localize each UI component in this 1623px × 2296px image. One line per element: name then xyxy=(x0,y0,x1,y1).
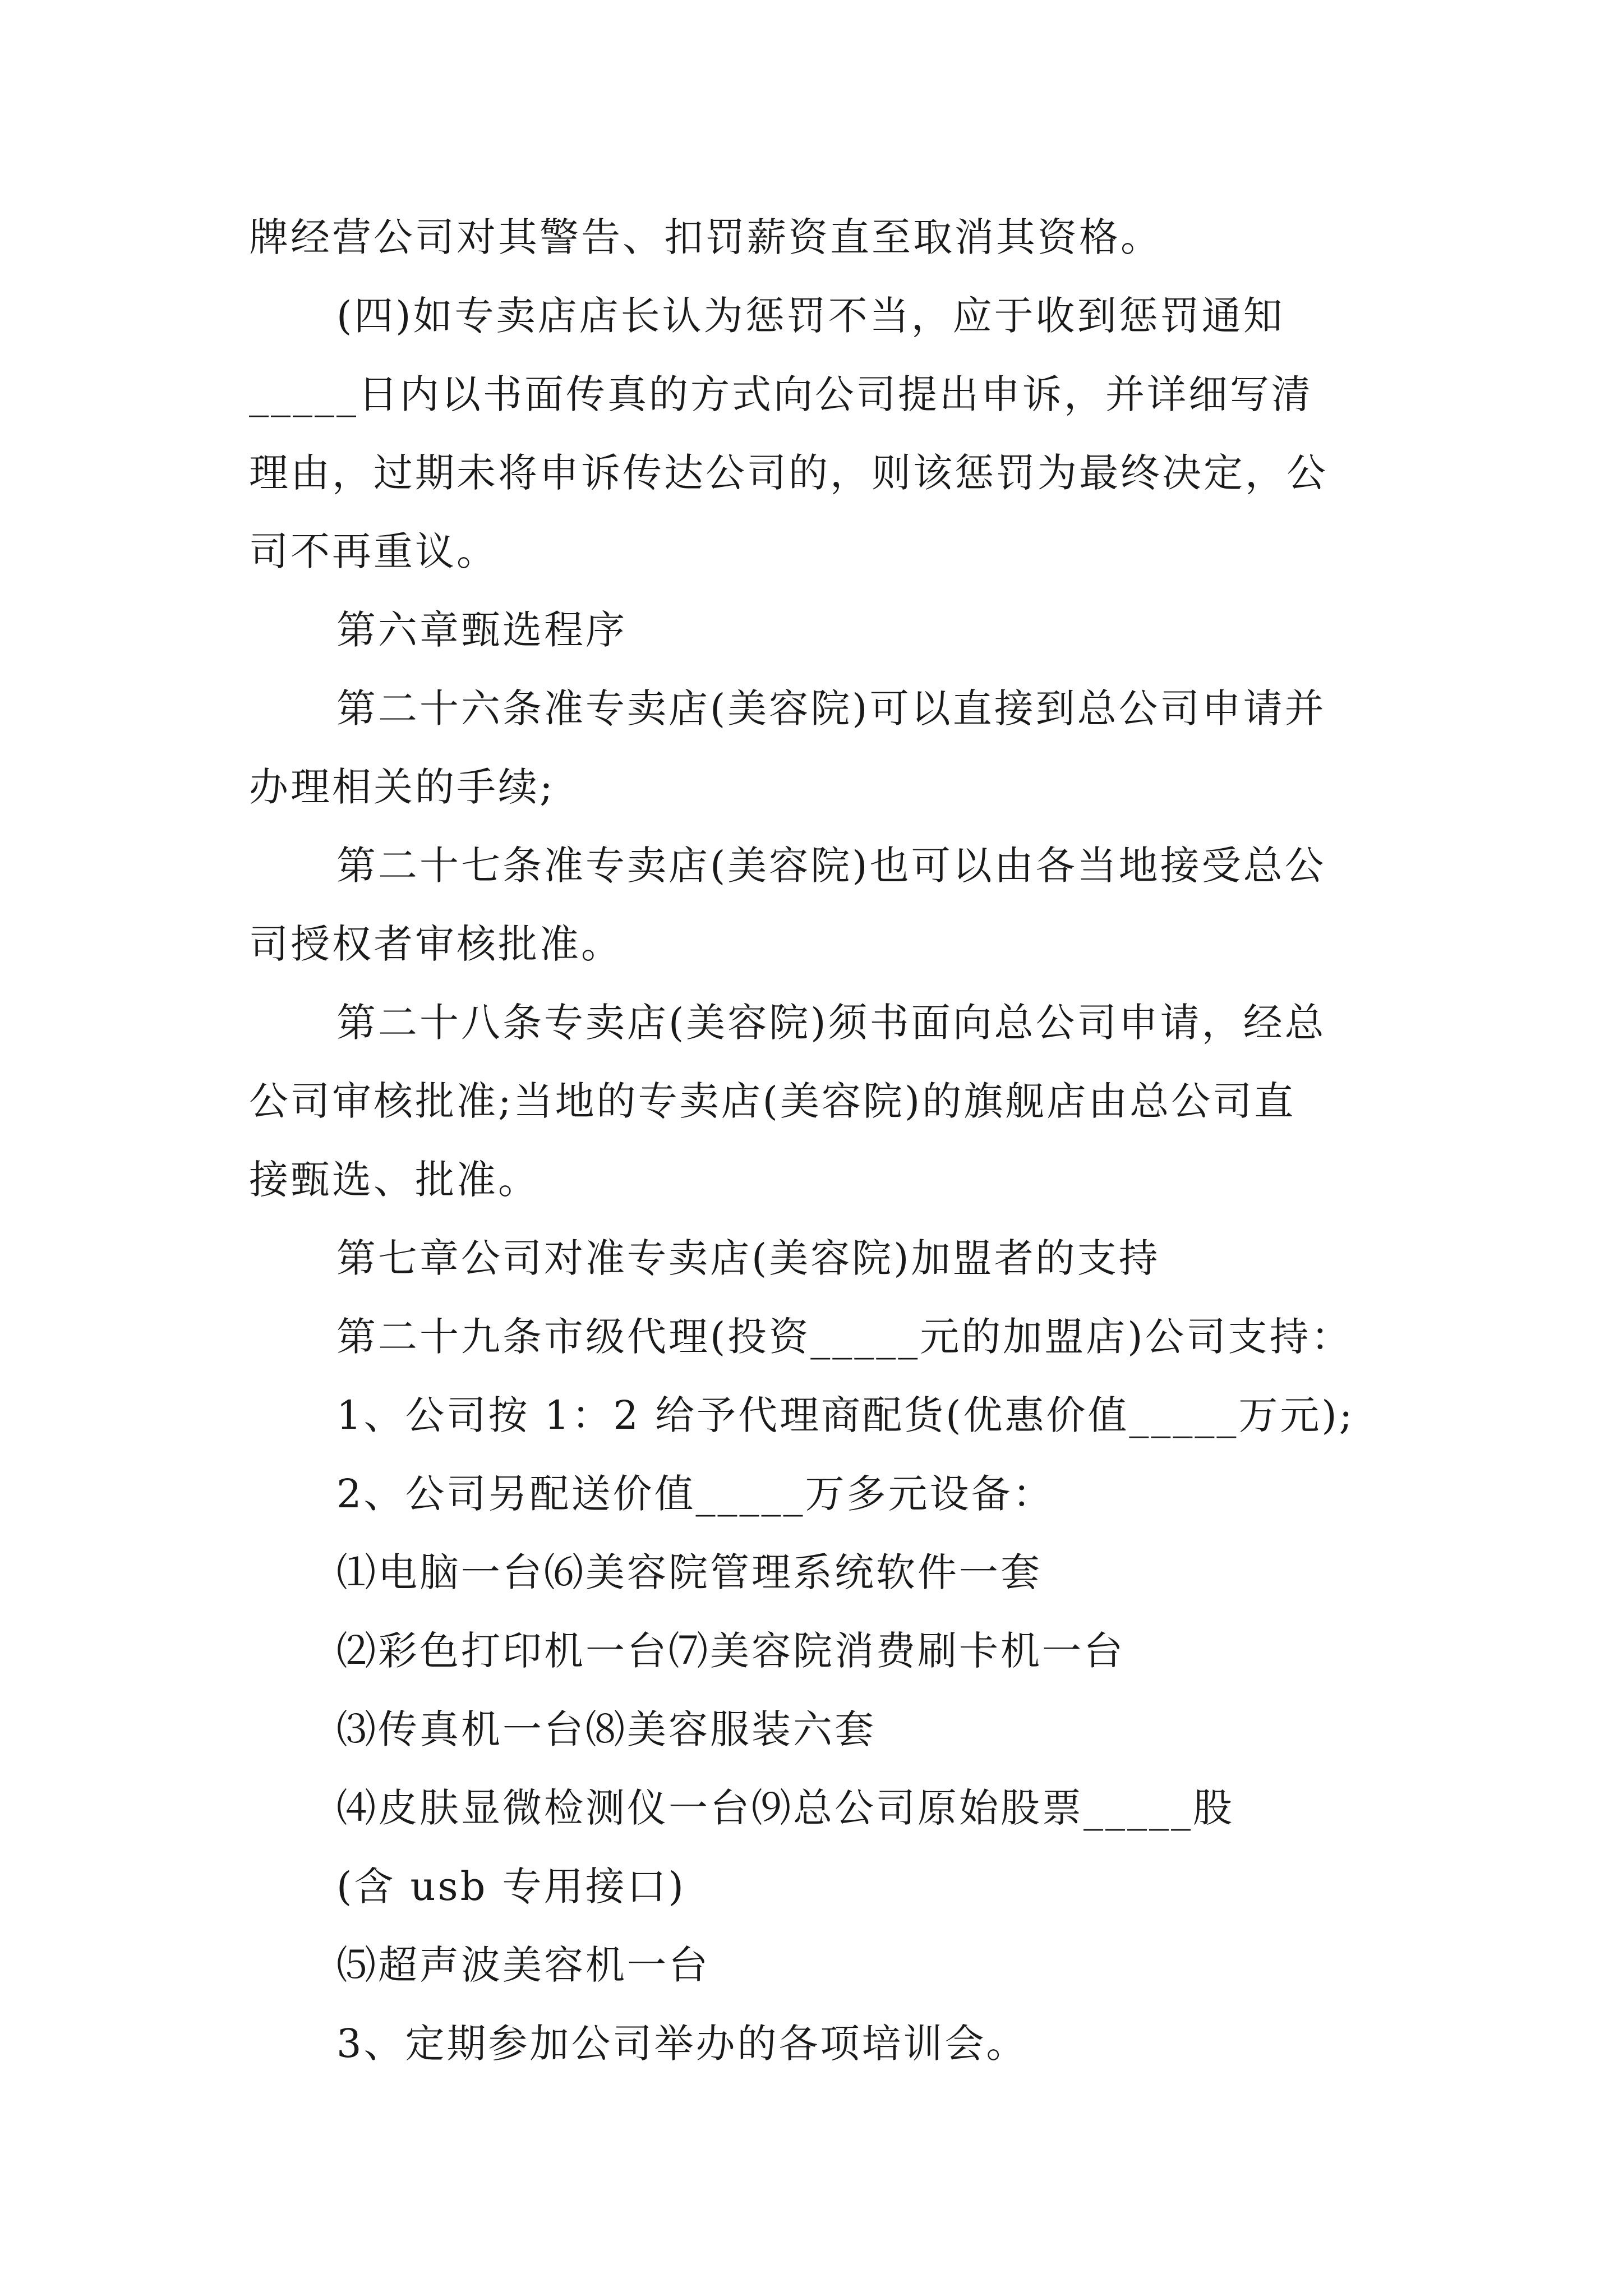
list-item: 3、定期参加公司举办的各项培训会。 xyxy=(336,2021,1028,2067)
paragraph-line: _____日内以书面传真的方式向公司提出申诉，并详细写清 xyxy=(249,371,1313,417)
paragraph-line: 司不再重议。 xyxy=(249,528,498,574)
article-line: 第二十七条准专卖店(美容院)也可以由各当地接受总公 xyxy=(336,843,1326,889)
article-line: 办理相关的手续; xyxy=(249,764,555,810)
article-line: 第二十八条专卖店(美容院)须书面向总公司申请，经总 xyxy=(336,1000,1326,1046)
article-line: 接甄选、批准。 xyxy=(249,1157,540,1203)
equipment-item: ⑷皮肤显微检测仪一台⑼总公司原始股票_____股 xyxy=(336,1785,1234,1831)
chapter-heading: 第六章甄选程序 xyxy=(336,607,627,653)
equipment-item: ⑴电脑一台⑹美容院管理系统软件一套 xyxy=(336,1549,1042,1595)
list-item: 2、公司另配送价值_____万多元设备： xyxy=(336,1471,1054,1517)
equipment-item: ⑸超声波美容机一台 xyxy=(336,1942,710,1988)
article-line: 第二十九条市级代理(投资_____元的加盟店)公司支持： xyxy=(336,1314,1353,1360)
equipment-item: (含 usb 专用接口) xyxy=(336,1864,686,1910)
equipment-item: ⑶传真机一台⑻美容服装六套 xyxy=(336,1706,876,1752)
paragraph-line: 理由，过期未将申诉传达公司的，则该惩罚为最终决定，公 xyxy=(249,450,1328,496)
article-line: 第二十六条准专卖店(美容院)可以直接到总公司申请并 xyxy=(336,685,1326,731)
list-item: 1、公司按 1：2 给予代理商配货(优惠价值_____万元); xyxy=(336,1392,1355,1438)
paragraph-line: (四)如专卖店店长认为惩罚不当，应于收到惩罚通知 xyxy=(336,293,1285,339)
equipment-item: ⑵彩色打印机一台⑺美容院消费刷卡机一台 xyxy=(336,1628,1125,1674)
paragraph-line: 牌经营公司对其警告、扣罚薪资直至取消其资格。 xyxy=(249,214,1162,260)
article-line: 司授权者审核批准。 xyxy=(249,921,623,967)
article-line: 公司审核批准;当地的专卖店(美容院)的旗舰店由总公司直 xyxy=(249,1078,1296,1124)
chapter-heading: 第七章公司对准专卖店(美容院)加盟者的支持 xyxy=(336,1235,1160,1281)
